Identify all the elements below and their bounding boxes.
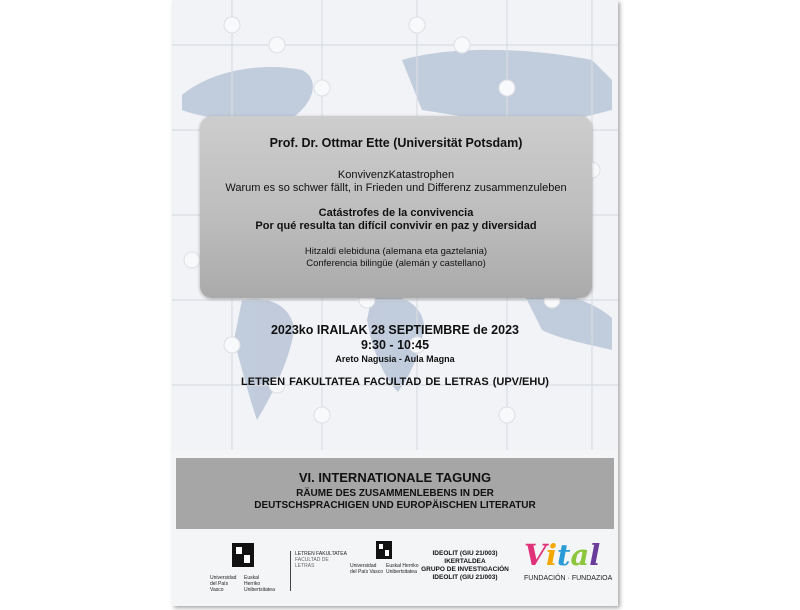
faculty-name-es: FACULTAD DE LETRAS [295,557,329,569]
vital-letter: t [557,538,571,572]
conference-subtitle-2: DEUTSCHSPRACHIGEN UND EUROPÄISCHEN LITERATUR [254,500,536,511]
lecture-title-de: KonvivenzKatastrophen [337,169,455,181]
event-info [172,323,618,388]
faculty-logo [290,551,349,591]
event-date: 2023ko IRAILAK 28 SEPTIEMBRE de 2023 [270,323,519,337]
poster [172,0,618,606]
group-line-1: IDEOLIT (GIU 21/003) [432,550,498,557]
group-line-4: IDEOLIT (GIU 21/003) [432,574,498,581]
conference-band [176,458,614,529]
faculty-name-eu: LETREN FAKULTATEA [295,551,347,557]
group-line-3: GRUPO DE INVESTIGACIÓN [421,566,509,573]
ehu-name: Euskal Herriko Unibertsitatea [244,575,275,593]
event-faculty: LETREN FAKULTATEA FACULTAD DE LETRAS (UPV/EHU) [241,376,549,388]
lecture-subtitle-de: Warum es so schwer fällt, in Frieden und Differenz zusammenzuleben [225,182,567,194]
speaker-name: Prof. Dr. Ottmar Ette (Universität Potsdam) [269,136,523,150]
vital-logo [524,538,600,572]
language-note-es: Conferencia bilingüe (alemán y castellano) [306,258,486,269]
logos-footer [172,535,618,606]
vital-letter: l [589,538,601,572]
vital-letter: i [546,538,558,572]
research-group [410,550,520,582]
vital-letter: V [524,538,546,572]
language-note-eu: Hitzaldi elebiduna (alemana eta gaztelania) [304,246,488,257]
event-time: 9:30 - 10:45 [360,338,430,352]
lecture-card [200,116,592,298]
conference-title: VI. INTERNATIONALE TAGUNG [298,470,492,485]
vital-foundation-label: FUNDACIÓN · FUNDAZIOA [524,575,613,582]
ehu-name-2: Euskal Herriko Unibertsitatea [386,563,419,575]
upv-name-2: Universidad del País Vasco [350,563,383,575]
lecture-title-es: Catástrofes de la convivencia [318,207,474,219]
lecture-subtitle-es: Por qué resulta tan difícil convivir en paz y diversidad [255,220,537,232]
event-place: Areto Nagusia - Aula Magna [335,354,455,364]
conference-subtitle-1: RÄUME DES ZUSAMMENLEBENS IN DER [296,488,494,499]
vital-letter: a [570,538,590,572]
upv-emblem-icon [212,539,274,571]
upv-ehu-logo [212,539,274,599]
vital-wordmark [524,538,600,572]
upv-name: Universidad del País Vasco [210,575,237,593]
group-line-2: IKERTALDEA [444,558,486,565]
